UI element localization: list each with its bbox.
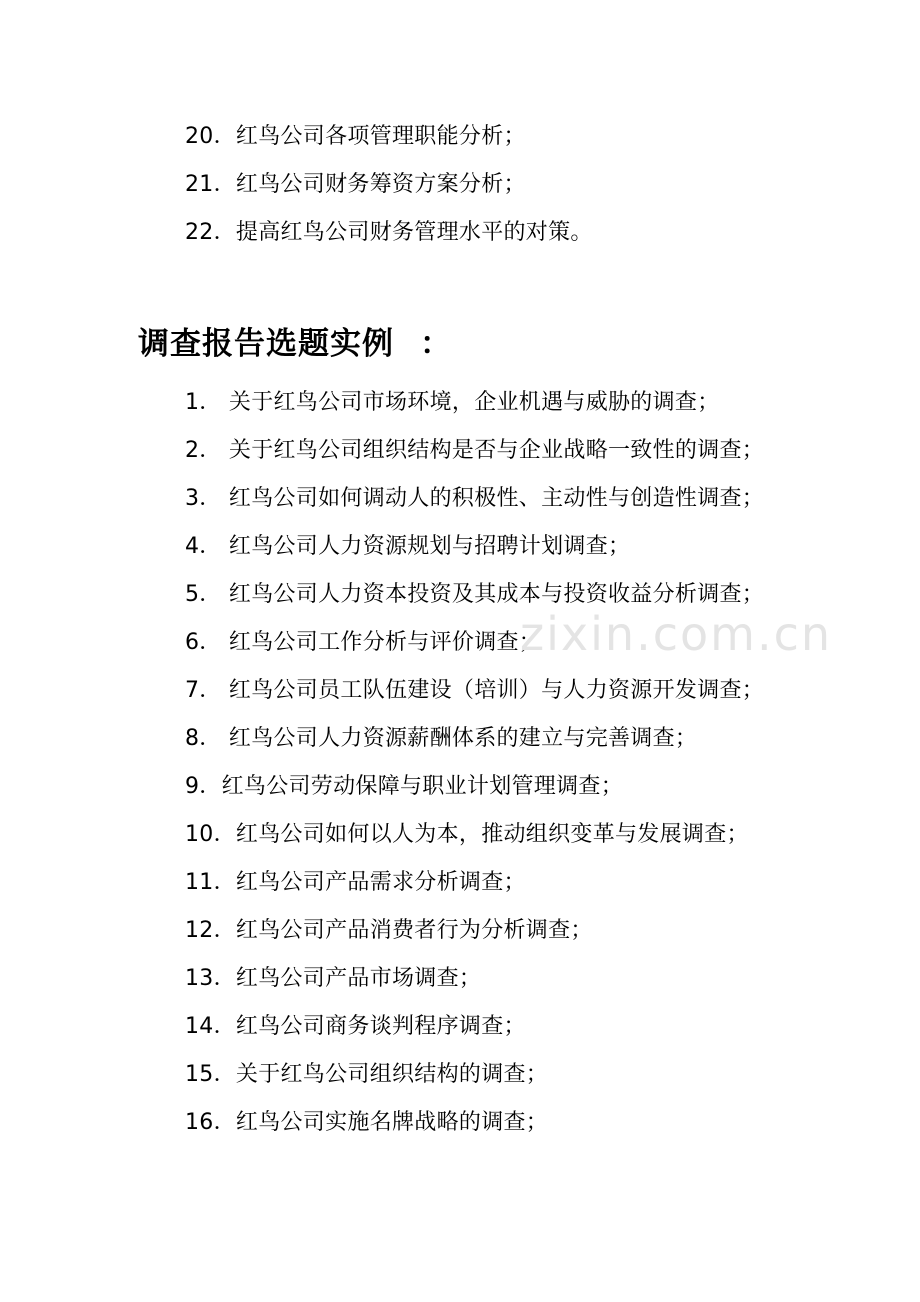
survey-item-16: 16．红鸟公司实施名牌战略的调查； [185, 1110, 549, 1135]
section-title: 调查报告选题实例 [138, 326, 394, 362]
survey-item-6: 6． 红鸟公司工作分析与评价调查； [185, 630, 542, 655]
survey-item-13: 13．红鸟公司产品市场调查； [185, 966, 482, 991]
list-item-21: 21．红鸟公司财务筹资方案分析； [185, 172, 526, 197]
section-colon: ： [420, 326, 452, 362]
survey-item-3: 3． 红鸟公司如何调动人的积极性、主动性与创造性调查； [185, 486, 765, 511]
survey-item-11: 11．红鸟公司产品需求分析调查； [185, 870, 526, 895]
survey-item-5: 5． 红鸟公司人力资本投资及其成本与投资收益分析调查； [185, 582, 765, 607]
survey-item-7: 7． 红鸟公司员工队伍建设（培训）与人力资源开发调查； [185, 678, 765, 703]
survey-item-14: 14．红鸟公司商务谈判程序调查； [185, 1014, 526, 1039]
survey-item-10: 10．红鸟公司如何以人为本，推动组织变革与发展调查； [185, 822, 749, 847]
list-item-22: 22．提高红鸟公司财务管理水平的对策。 [185, 220, 593, 245]
watermark: zixin.com.cn [520, 607, 833, 661]
survey-item-8: 8． 红鸟公司人力资源薪酬体系的建立与完善调查； [185, 726, 698, 751]
survey-item-12: 12．红鸟公司产品消费者行为分析调查； [185, 918, 593, 943]
survey-item-15: 15．关于红鸟公司组织结构的调查； [185, 1062, 549, 1087]
survey-item-2: 2． 关于红鸟公司组织结构是否与企业战略一致性的调查； [185, 438, 765, 463]
survey-item-9: 9．红鸟公司劳动保障与职业计划管理调查； [185, 774, 623, 799]
section-heading [138, 323, 452, 365]
list-item-20: 20．红鸟公司各项管理职能分析； [185, 124, 526, 149]
survey-item-1: 1． 关于红鸟公司市场环境，企业机遇与威胁的调查； [185, 390, 720, 415]
survey-item-4: 4． 红鸟公司人力资源规划与招聘计划调查； [185, 534, 631, 559]
